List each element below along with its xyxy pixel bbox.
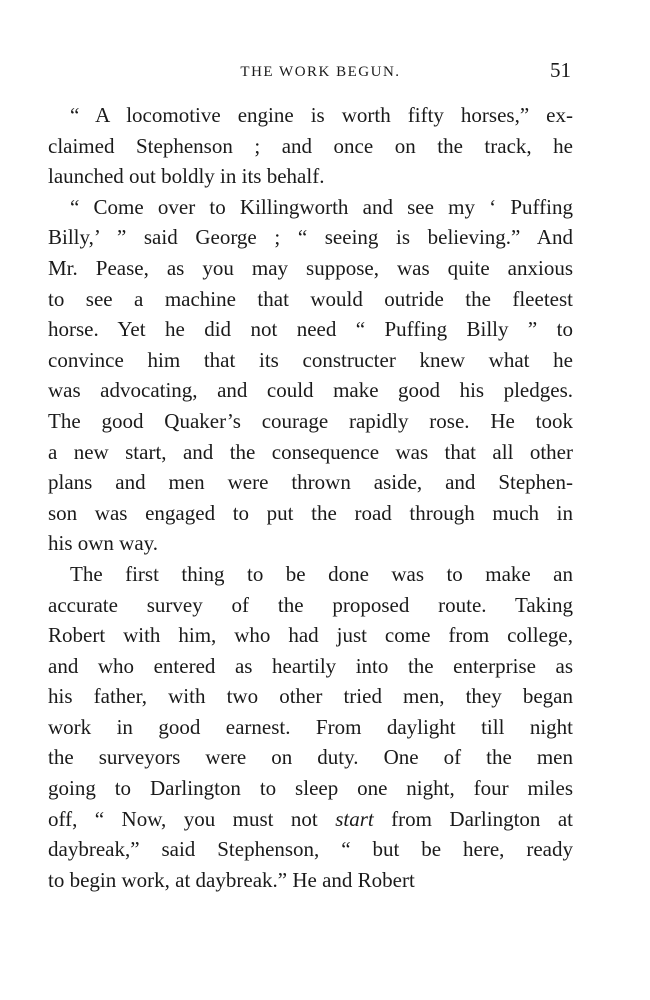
text-line: The good Quaker’s courage rapidly rose. He took [48,408,573,433]
body-text [48,100,573,895]
text-line: his father, with two other tried men, they began [48,684,573,709]
text-line: a new start, and the consequence was that all other [48,439,573,464]
page-number: 51 [550,58,571,82]
paragraph-3 [48,559,573,896]
text-line: accurate survey of the proposed route. Taking [48,592,573,617]
text-line: the surveyors were on duty. One of the men [48,745,573,770]
text-line: launched out boldly in its behalf. [48,164,325,189]
text-line: to begin work, at daybreak.” He and Robert [48,867,415,892]
running-title: THE WORK BEGUN. [240,64,401,80]
paragraph-2 [48,192,573,559]
text-line: Billy,’ ” said George ; “ seeing is believing.” And [48,225,573,250]
text-line: “ A locomotive engine is worth fifty horses,” ex- [70,103,573,127]
text-line: son was engaged to put the road through much in [48,500,573,525]
book-page [48,58,573,895]
text-line: “ Come over to Killingworth and see my ‘ Puffing [70,194,573,219]
text-line: and who entered as heartily into the enterprise as [48,653,573,678]
italic-word: start [335,806,374,831]
text-line: claimed Stephenson ; and once on the track, he [48,133,573,158]
text-line: The first thing to be done was to make an [70,561,573,586]
text-line-with-italic [48,804,573,835]
text-line: work in good earnest. From daylight till night [48,714,573,739]
text-line: daybreak,” said Stephenson, “ but be here, ready [48,837,573,862]
text-line: convince him that its constructer knew what he [48,347,573,372]
text-line: was advocating, and could make good his pledges. [48,378,573,403]
text-fragment: off, “ Now, you must not [48,806,336,831]
text-line: Robert with him, who had just come from college, [48,623,573,648]
text-line: horse. Yet he did not need “ Puffing Billy ” to [48,317,573,342]
text-line: plans and men were thrown aside, and Stephen- [48,470,573,495]
text-line: Mr. Pease, as you may suppose, was quite anxious [48,255,573,280]
text-fragment: from Darlington at [373,806,573,831]
paragraph-1 [48,100,573,192]
text-line: his own way. [48,531,159,556]
running-head [48,58,573,92]
text-line: going to Darlington to sleep one night, four miles [48,776,573,801]
text-line: to see a machine that would outride the fleetest [48,286,573,311]
